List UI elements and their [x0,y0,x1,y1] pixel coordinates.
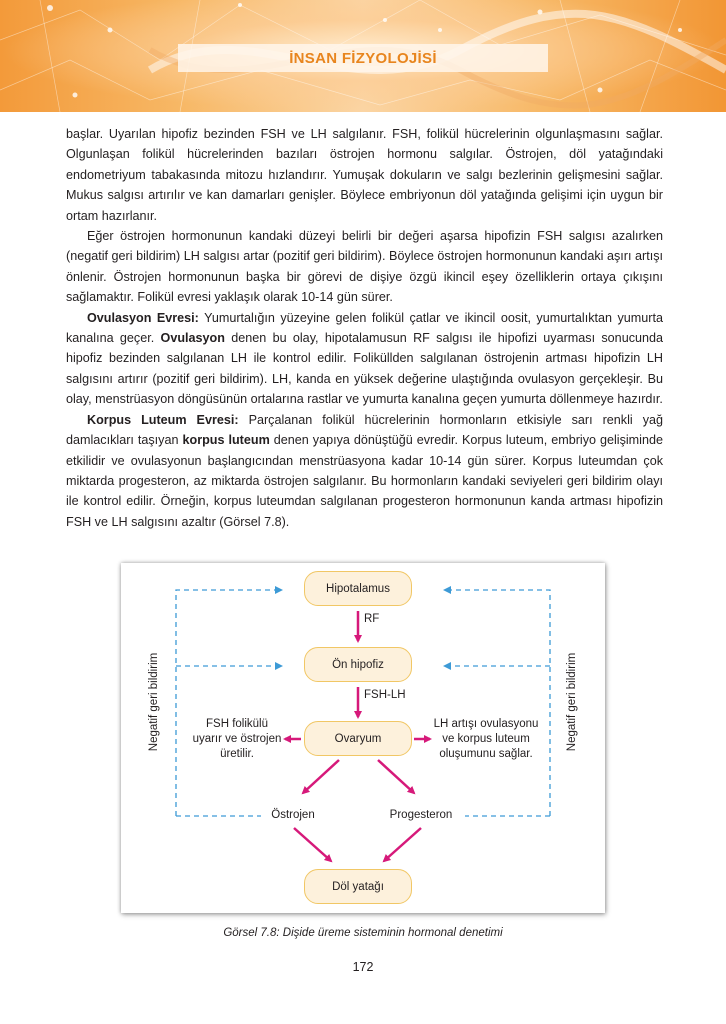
note-right-line: oluşumunu sağlar. [439,748,533,760]
text-run: denen bu olay, hipotalamusun RF salgısı ile hipofizi uyarması sonucunda hipofiz bezinden salgılanan LH ile kontrol edilir. Foliküllden salgılanan östrojenin artması hipofizin LH salgısını artırır (pozitif geri bildirim). LH, kanda en yüksek değerine ulaştığında ovulasyon gerçekleşir. Bu olay, menstrüasyon döngüsünün ortalarına rastlar ve yumurta kanalına geçen yumurta döllenmeye hazırdır. [66,331,664,407]
text-run: Parçalanan folikül hücrelerinin hormonların etkisiyle sarı renkli yağ damlacıkları taşıyan [66,412,664,448]
bold-term: Ovulasyon [160,331,225,346]
page-number: 172 [352,960,374,974]
label-progesterone: Progesteron [389,809,453,821]
paragraph [66,308,663,410]
text-run: denen yapıya dönüştüğü evredir. Korpus luteum, embriyo gelişiminde etkilidir ve ovulasyonun başlangıcından menstrüasyona kadar 10-14 gün sürer. Korpus luteumdan çok miktarda progesteron, az miktarda östrojen salgılanır. Bu hormonların kandaki seviyeleri geri bildirim olayı ile kontrol edilir. Örneğin, korpus luteumdan salgılanan progesteron hormonunun kanda artması hipofizin FSH ve LH salgısını azaltır (Görsel 7.8). [66,433,663,529]
figure-caption: Görsel 7.8: Dişide üreme sisteminin hormonal denetimi [223,927,503,939]
text-run: Eğer östrojen hormonunun kandaki düzeyi belirli bir değeri aşarsa hipofizin FSH salgısı azalırken (negatif geri bildirim) LH salgısı artar (pozitif geri bildirim). Böylece östrojen hormonunun kandaki aşırı artışı önlenir. Östrojen hormonunun başka bir görevi de dişiye özgü ikincil eşey özelliklerin ortaya çıkışını sağlamaktır. Folikül evresi yaklaşık olarak 10-14 gün sürer. [66,229,663,305]
hormonal-control-diagram [121,563,605,913]
chapter-title-box [178,44,548,72]
bold-term: Korpus Luteum Evresi: [87,412,239,427]
note-left-line: FSH folikülü [206,718,268,730]
feedback-label-left: Negatif geri bildirim [148,652,160,752]
note-left [187,717,287,762]
bold-term: korpus luteum [182,433,270,448]
paragraph [66,226,663,308]
feedback-label-right: Negatif geri bildirim [566,652,578,752]
node-anterior-pituitary: Ön hipofiz [304,647,412,682]
header-banner [0,0,726,112]
body-text [66,124,663,532]
note-right-line: LH artışı ovulasyonu [433,718,539,730]
note-right-line: ve korpus luteum [442,733,530,745]
chapter-title: İNSAN FİZYOLOJİSİ [289,49,437,67]
text-run: başlar. Uyarılan hipofiz bezinden FSH ve LH salgılanır. FSH, folikül hücrelerinin olgunlaşmasını sağlar. Olgunlaşan folikül hücrelerinden bazıları östrojen hormonu salgılar. Östrojen, döl yatağındaki endometriyum tabakasında mitozu hızlandırır. Yumuşak dokuların ve salgı bezlerinin gelişmesini sağlar. Mukus salgısı artırılır ve kan damarları genişler. Böylece embriyonun döl yatağında gelişimi için uygun bir ortam hazırlanır. [66,127,663,223]
note-left-line: uyarır ve östrojen [192,733,282,745]
label-rf: RF [364,613,380,625]
node-hypothalamus: Hipotalamus [304,571,412,606]
note-right [428,717,544,762]
bold-term: Ovulasyon Evresi: [87,310,199,325]
label-estrogen: Östrojen [271,809,315,821]
note-left-line: üretilir. [220,748,254,760]
paragraph [66,410,663,532]
node-uterus: Döl yatağı [304,869,412,904]
label-fsh-lh: FSH-LH [364,689,406,701]
node-ovary: Ovaryum [304,721,412,756]
text-run: Yumurtalığın yüzeyine gelen folikül çatlar ve ikincil oosit, yumurtalıktan yumurta kanalına geçer. [66,310,663,346]
paragraph [66,124,663,226]
